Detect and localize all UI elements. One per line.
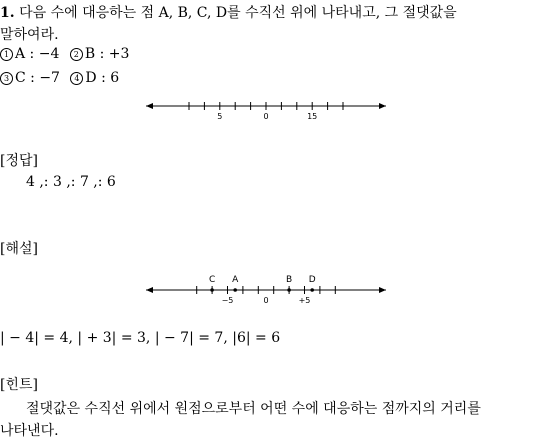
hint-text-1: 절댓값은 수직선 위에서 원점으로부터 어떤 수에 대응하는 점까지의 거리를 — [26, 401, 481, 417]
explanation-number-line — [140, 268, 392, 308]
item-1 — [0, 46, 59, 62]
point-marker — [233, 288, 237, 292]
item-text-1: A : −4 — [15, 46, 60, 62]
question-number-line — [140, 98, 392, 126]
item-text-3: C : −7 — [15, 70, 60, 86]
absolute-value-formula: | − 4| = 4, | + 3| = 3, | − 7| = 7, |6| = 6 — [0, 330, 281, 346]
tick-label: 15 — [307, 112, 318, 121]
item-2 — [70, 46, 130, 62]
right-arrow-icon — [379, 103, 386, 109]
item-number-1: 1 — [0, 48, 13, 61]
item-text-4: D : 6 — [85, 70, 120, 86]
question-number: 1. — [0, 5, 15, 21]
left-arrow-icon — [146, 103, 153, 109]
point-marker — [287, 288, 291, 292]
tick-label: 0 — [263, 296, 269, 305]
item-number-3: 3 — [0, 72, 13, 85]
item-text-2: B : +3 — [84, 46, 130, 62]
tick-label: −5 — [221, 296, 234, 305]
left-arrow-icon — [146, 287, 153, 293]
tick-label: 5 — [217, 112, 223, 121]
item-4 — [70, 70, 119, 86]
point-label: D — [308, 275, 316, 285]
point-label: C — [208, 275, 216, 285]
item-number-4: 4 — [70, 72, 83, 85]
question-line-2 — [0, 24, 59, 44]
tick-label: 0 — [263, 112, 269, 121]
right-arrow-icon — [379, 287, 386, 293]
point-marker — [310, 288, 314, 292]
question-text-2: 말하여라. — [0, 27, 59, 43]
question-text-1: 다음 수에 대응하는 점 A, B, C, D를 수직선 위에 나타내고, 그 절댓값을 — [19, 5, 457, 21]
point-label: B — [286, 275, 293, 285]
point-label: A — [232, 275, 239, 285]
items-row-1 — [0, 46, 135, 62]
hint-heading: [힌트] — [0, 377, 38, 393]
explanation-heading: [해설] — [0, 241, 38, 257]
items-row-2 — [0, 70, 125, 86]
answer-heading: [정답] — [0, 153, 38, 169]
answer-text: 4 ,: 3 ,: 7 ,: 6 — [26, 174, 116, 190]
item-3 — [0, 70, 60, 86]
point-marker — [210, 288, 214, 292]
hint-text-2: 나타낸다. — [0, 423, 59, 439]
item-number-2: 2 — [70, 48, 83, 61]
question-line-1 — [0, 2, 457, 22]
tick-label: +5 — [298, 296, 311, 305]
